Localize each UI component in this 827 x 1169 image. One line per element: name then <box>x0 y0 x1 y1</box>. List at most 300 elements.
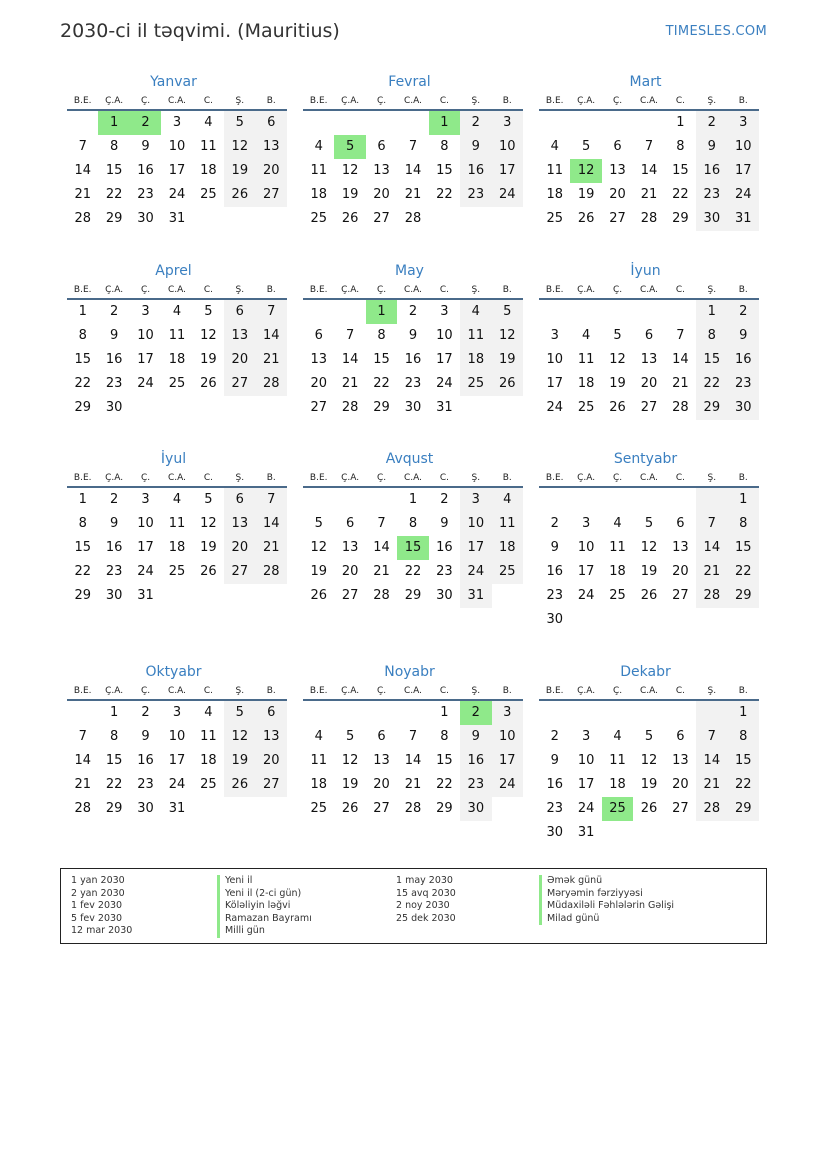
day-cell[interactable]: 6 <box>377 139 386 154</box>
day-cell[interactable]: 22 <box>436 777 453 792</box>
day-cell[interactable]: 13 <box>373 163 390 178</box>
day-cell[interactable]: 29 <box>105 801 123 816</box>
day-cell[interactable]: 22 <box>728 560 759 584</box>
day-cell[interactable]: 8 <box>440 729 449 744</box>
day-cell[interactable]: 14 <box>404 163 422 178</box>
day-cell[interactable]: 3 <box>141 492 150 507</box>
day-cell[interactable]: 1 <box>728 701 759 725</box>
day-cell[interactable]: 13 <box>224 324 255 348</box>
day-cell[interactable]: 20 <box>609 187 626 202</box>
day-cell[interactable]: 21 <box>74 187 91 202</box>
day-cell[interactable]: 13 <box>640 352 658 367</box>
day-cell[interactable]: 1 <box>429 111 460 135</box>
day-cell[interactable]: 26 <box>640 801 658 816</box>
day-cell[interactable]: 27 <box>672 588 689 603</box>
day-cell[interactable]: 19 <box>640 564 658 579</box>
day-cell[interactable]: 5 <box>644 516 654 531</box>
day-cell[interactable]: 11 <box>200 729 217 744</box>
day-cell[interactable]: 4 <box>613 516 622 531</box>
day-cell[interactable]: 1 <box>728 488 759 512</box>
day-cell[interactable]: 21 <box>404 777 422 792</box>
day-cell[interactable]: 15 <box>436 163 453 178</box>
day-cell[interactable]: 22 <box>74 376 91 391</box>
day-cell[interactable]: 3 <box>172 115 182 130</box>
day-cell[interactable]: 14 <box>256 324 287 348</box>
day-cell[interactable]: 3 <box>581 516 591 531</box>
day-cell[interactable]: 15 <box>105 163 123 178</box>
day-cell[interactable]: 25 <box>310 211 327 226</box>
day-cell[interactable]: 17 <box>436 352 453 367</box>
day-cell[interactable]: 6 <box>314 328 323 343</box>
day-cell[interactable]: 14 <box>640 163 658 178</box>
day-cell[interactable]: 31 <box>460 584 491 608</box>
day-cell[interactable]: 26 <box>224 773 255 797</box>
day-cell[interactable]: 29 <box>672 211 689 226</box>
day-cell[interactable]: 20 <box>672 777 689 792</box>
day-cell[interactable]: 3 <box>728 111 759 135</box>
day-cell[interactable]: 12 <box>224 135 255 159</box>
day-cell[interactable]: 6 <box>644 328 654 343</box>
day-cell[interactable]: 30 <box>105 400 123 415</box>
day-cell[interactable]: 22 <box>672 187 689 202</box>
day-cell[interactable]: 11 <box>460 324 491 348</box>
day-cell[interactable]: 14 <box>404 753 422 768</box>
day-cell[interactable]: 26 <box>609 400 626 415</box>
day-cell[interactable]: 4 <box>172 492 182 507</box>
day-cell[interactable]: 8 <box>676 139 685 154</box>
day-cell[interactable]: 5 <box>204 492 213 507</box>
day-cell[interactable]: 2 <box>109 492 119 507</box>
day-cell[interactable]: 15 <box>74 352 91 367</box>
day-cell[interactable]: 19 <box>224 749 255 773</box>
day-cell[interactable]: 4 <box>314 729 323 744</box>
day-cell[interactable]: 11 <box>168 328 186 343</box>
day-cell[interactable]: 27 <box>640 400 658 415</box>
day-cell[interactable]: 9 <box>460 135 491 159</box>
day-cell[interactable]: 20 <box>256 159 287 183</box>
day-cell[interactable]: 12 <box>640 540 658 555</box>
day-cell[interactable]: 4 <box>492 488 523 512</box>
day-cell[interactable]: 27 <box>256 183 287 207</box>
day-cell[interactable]: 19 <box>640 777 658 792</box>
day-cell[interactable]: 27 <box>256 773 287 797</box>
day-cell[interactable]: 6 <box>345 516 355 531</box>
day-cell[interactable]: 13 <box>373 753 390 768</box>
day-cell[interactable]: 18 <box>577 376 595 391</box>
day-cell[interactable]: 3 <box>460 488 491 512</box>
day-cell[interactable]: 6 <box>377 729 386 744</box>
day-cell[interactable]: 26 <box>200 376 217 391</box>
day-cell[interactable]: 13 <box>224 512 255 536</box>
day-cell[interactable]: 5 <box>613 328 622 343</box>
day-cell[interactable]: 23 <box>404 376 422 391</box>
day-cell[interactable]: 17 <box>546 376 563 391</box>
day-cell[interactable]: 12 <box>341 753 359 768</box>
day-cell[interactable]: 30 <box>137 801 154 816</box>
day-cell[interactable]: 9 <box>460 725 491 749</box>
day-cell[interactable]: 7 <box>78 139 87 154</box>
day-cell[interactable]: 10 <box>168 139 186 154</box>
day-cell[interactable]: 26 <box>577 211 595 226</box>
day-cell[interactable]: 13 <box>256 725 287 749</box>
day-cell[interactable]: 18 <box>168 352 186 367</box>
day-cell[interactable]: 27 <box>224 560 255 584</box>
day-cell[interactable]: 11 <box>609 540 626 555</box>
day-cell[interactable]: 30 <box>546 825 563 840</box>
day-cell[interactable]: 1 <box>696 300 727 324</box>
day-cell[interactable]: 12 <box>200 328 217 343</box>
day-cell[interactable]: 7 <box>644 139 654 154</box>
day-cell[interactable]: 29 <box>696 396 727 420</box>
day-cell[interactable]: 14 <box>341 352 359 367</box>
day-cell[interactable]: 3 <box>492 701 523 725</box>
day-cell[interactable]: 6 <box>256 111 287 135</box>
day-cell[interactable]: 1 <box>408 492 418 507</box>
day-cell[interactable]: 24 <box>436 376 453 391</box>
day-cell[interactable]: 24 <box>546 400 563 415</box>
day-cell[interactable]: 8 <box>408 516 418 531</box>
day-cell[interactable]: 22 <box>436 187 453 202</box>
day-cell[interactable]: 18 <box>200 163 217 178</box>
day-cell[interactable]: 18 <box>609 777 626 792</box>
day-cell[interactable]: 28 <box>256 560 287 584</box>
day-cell[interactable]: 3 <box>581 729 591 744</box>
day-cell[interactable]: 18 <box>492 536 523 560</box>
day-cell[interactable]: 8 <box>377 328 386 343</box>
site-link[interactable]: TIMESLES.COM <box>665 24 767 39</box>
day-cell[interactable]: 15 <box>74 540 91 555</box>
day-cell[interactable]: 8 <box>696 324 727 348</box>
day-cell[interactable]: 14 <box>256 512 287 536</box>
day-cell[interactable]: 31 <box>728 207 759 231</box>
day-cell[interactable]: 30 <box>546 612 563 627</box>
day-cell[interactable]: 21 <box>256 536 287 560</box>
day-cell[interactable]: 17 <box>460 536 491 560</box>
day-cell[interactable]: 18 <box>460 348 491 372</box>
day-cell[interactable]: 16 <box>546 777 563 792</box>
day-cell[interactable]: 14 <box>672 352 689 367</box>
day-cell[interactable]: 14 <box>74 163 91 178</box>
day-cell[interactable]: 25 <box>609 588 626 603</box>
day-cell[interactable]: 15 <box>105 753 123 768</box>
day-cell[interactable]: 23 <box>460 773 491 797</box>
day-cell[interactable]: 12 <box>492 324 523 348</box>
day-cell[interactable]: 17 <box>492 159 523 183</box>
day-cell[interactable]: 5 <box>204 304 213 319</box>
day-cell[interactable]: 30 <box>137 211 154 226</box>
day-cell[interactable]: 19 <box>492 348 523 372</box>
day-cell[interactable]: 16 <box>436 540 453 555</box>
day-cell[interactable]: 2 <box>550 729 559 744</box>
day-cell[interactable]: 16 <box>137 163 154 178</box>
day-cell[interactable]: 28 <box>373 588 390 603</box>
day-cell[interactable]: 4 <box>314 139 323 154</box>
day-cell[interactable]: 19 <box>577 187 595 202</box>
day-cell[interactable]: 31 <box>137 588 154 603</box>
day-cell[interactable]: 25 <box>546 211 563 226</box>
day-cell[interactable]: 6 <box>676 516 685 531</box>
day-cell[interactable]: 24 <box>492 773 523 797</box>
day-cell[interactable]: 18 <box>546 187 563 202</box>
day-cell[interactable]: 12 <box>640 753 658 768</box>
day-cell[interactable]: 31 <box>436 400 453 415</box>
day-cell[interactable]: 25 <box>168 376 186 391</box>
day-cell[interactable]: 8 <box>78 516 87 531</box>
day-cell[interactable]: 13 <box>256 135 287 159</box>
day-cell[interactable]: 25 <box>492 560 523 584</box>
day-cell[interactable]: 8 <box>728 512 759 536</box>
day-cell[interactable]: 9 <box>141 729 150 744</box>
day-cell[interactable]: 23 <box>728 372 759 396</box>
day-cell[interactable]: 28 <box>74 801 91 816</box>
day-cell[interactable]: 28 <box>640 211 658 226</box>
day-cell[interactable]: 18 <box>168 540 186 555</box>
day-cell[interactable]: 2 <box>440 492 449 507</box>
day-cell[interactable]: 5 <box>314 516 323 531</box>
day-cell[interactable]: 11 <box>310 753 327 768</box>
day-cell[interactable]: 27 <box>373 801 390 816</box>
day-cell[interactable]: 22 <box>728 773 759 797</box>
day-cell[interactable]: 4 <box>172 304 182 319</box>
day-cell[interactable]: 15 <box>728 749 759 773</box>
day-cell[interactable]: 14 <box>74 753 91 768</box>
day-cell[interactable]: 7 <box>696 725 727 749</box>
day-cell[interactable]: 24 <box>728 183 759 207</box>
day-cell[interactable]: 21 <box>696 560 727 584</box>
day-cell[interactable]: 22 <box>404 564 422 579</box>
day-cell[interactable]: 19 <box>310 564 327 579</box>
day-cell[interactable]: 11 <box>609 753 626 768</box>
day-cell[interactable]: 9 <box>550 753 559 768</box>
day-cell[interactable]: 10 <box>728 135 759 159</box>
day-cell[interactable]: 11 <box>168 516 186 531</box>
day-cell[interactable]: 21 <box>672 376 689 391</box>
day-cell[interactable]: 4 <box>613 729 622 744</box>
day-cell[interactable]: 5 <box>492 300 523 324</box>
day-cell[interactable]: 29 <box>105 211 123 226</box>
day-cell[interactable]: 16 <box>105 352 123 367</box>
day-cell[interactable]: 25 <box>460 372 491 396</box>
day-cell[interactable]: 24 <box>460 560 491 584</box>
day-cell[interactable]: 8 <box>440 139 449 154</box>
day-cell[interactable]: 20 <box>373 777 390 792</box>
day-cell[interactable]: 13 <box>672 540 689 555</box>
day-cell[interactable]: 12 <box>570 159 601 183</box>
day-cell[interactable]: 16 <box>137 753 154 768</box>
day-cell[interactable]: 19 <box>200 540 217 555</box>
day-cell[interactable]: 11 <box>546 163 563 178</box>
day-cell[interactable]: 23 <box>436 564 453 579</box>
day-cell[interactable]: 10 <box>492 135 523 159</box>
day-cell[interactable]: 7 <box>696 512 727 536</box>
day-cell[interactable]: 13 <box>310 352 327 367</box>
day-cell[interactable]: 1 <box>440 705 449 720</box>
day-cell[interactable]: 30 <box>728 396 759 420</box>
day-cell[interactable]: 27 <box>373 211 390 226</box>
day-cell[interactable]: 1 <box>109 705 119 720</box>
day-cell[interactable]: 19 <box>609 376 626 391</box>
day-cell[interactable]: 10 <box>546 352 563 367</box>
day-cell[interactable]: 25 <box>602 797 633 821</box>
day-cell[interactable]: 5 <box>224 111 255 135</box>
day-cell[interactable]: 12 <box>609 352 626 367</box>
day-cell[interactable]: 28 <box>74 211 91 226</box>
day-cell[interactable]: 2 <box>550 516 559 531</box>
day-cell[interactable]: 5 <box>581 139 591 154</box>
day-cell[interactable]: 18 <box>200 753 217 768</box>
day-cell[interactable]: 26 <box>492 372 523 396</box>
day-cell[interactable]: 27 <box>310 400 327 415</box>
day-cell[interactable]: 27 <box>609 211 626 226</box>
day-cell[interactable]: 20 <box>640 376 658 391</box>
day-cell[interactable]: 19 <box>341 187 359 202</box>
day-cell[interactable]: 1 <box>676 115 685 130</box>
day-cell[interactable]: 17 <box>492 749 523 773</box>
day-cell[interactable]: 13 <box>609 163 626 178</box>
day-cell[interactable]: 26 <box>341 211 359 226</box>
day-cell[interactable]: 28 <box>672 400 689 415</box>
day-cell[interactable]: 31 <box>168 211 186 226</box>
day-cell[interactable]: 8 <box>109 729 119 744</box>
day-cell[interactable]: 6 <box>224 488 255 512</box>
day-cell[interactable]: 24 <box>168 777 186 792</box>
day-cell[interactable]: 17 <box>137 540 154 555</box>
day-cell[interactable]: 17 <box>728 159 759 183</box>
day-cell[interactable]: 10 <box>460 512 491 536</box>
day-cell[interactable]: 21 <box>256 348 287 372</box>
day-cell[interactable]: 4 <box>204 705 213 720</box>
day-cell[interactable]: 15 <box>672 163 689 178</box>
day-cell[interactable]: 13 <box>341 540 359 555</box>
day-cell[interactable]: 30 <box>105 588 123 603</box>
day-cell[interactable]: 27 <box>672 801 689 816</box>
day-cell[interactable]: 14 <box>373 540 390 555</box>
day-cell[interactable]: 10 <box>137 328 154 343</box>
day-cell[interactable]: 23 <box>137 777 154 792</box>
day-cell[interactable]: 28 <box>256 372 287 396</box>
day-cell[interactable]: 4 <box>581 328 591 343</box>
day-cell[interactable]: 7 <box>676 328 685 343</box>
day-cell[interactable]: 24 <box>577 801 595 816</box>
day-cell[interactable]: 28 <box>404 801 422 816</box>
day-cell[interactable]: 5 <box>345 729 355 744</box>
day-cell[interactable]: 16 <box>460 159 491 183</box>
day-cell[interactable]: 9 <box>408 328 418 343</box>
day-cell[interactable]: 2 <box>130 111 161 135</box>
day-cell[interactable]: 17 <box>168 753 186 768</box>
day-cell[interactable]: 9 <box>109 516 119 531</box>
day-cell[interactable]: 25 <box>168 564 186 579</box>
day-cell[interactable]: 14 <box>696 749 727 773</box>
day-cell[interactable]: 25 <box>310 801 327 816</box>
day-cell[interactable]: 9 <box>141 139 150 154</box>
day-cell[interactable]: 7 <box>408 729 418 744</box>
day-cell[interactable]: 10 <box>137 516 154 531</box>
day-cell[interactable]: 24 <box>137 376 154 391</box>
day-cell[interactable]: 5 <box>644 729 654 744</box>
day-cell[interactable]: 28 <box>404 211 422 226</box>
day-cell[interactable]: 16 <box>404 352 422 367</box>
day-cell[interactable]: 30 <box>696 207 727 231</box>
day-cell[interactable]: 28 <box>696 797 727 821</box>
day-cell[interactable]: 30 <box>460 797 491 821</box>
day-cell[interactable]: 17 <box>137 352 154 367</box>
day-cell[interactable]: 12 <box>200 516 217 531</box>
day-cell[interactable]: 23 <box>137 187 154 202</box>
day-cell[interactable]: 4 <box>204 115 213 130</box>
day-cell[interactable]: 5 <box>334 135 365 159</box>
day-cell[interactable]: 12 <box>224 725 255 749</box>
day-cell[interactable]: 20 <box>256 749 287 773</box>
day-cell[interactable]: 20 <box>672 564 689 579</box>
day-cell[interactable]: 9 <box>440 516 449 531</box>
day-cell[interactable]: 20 <box>373 187 390 202</box>
day-cell[interactable]: 16 <box>728 348 759 372</box>
day-cell[interactable]: 28 <box>341 400 359 415</box>
day-cell[interactable]: 11 <box>310 163 327 178</box>
day-cell[interactable]: 23 <box>696 183 727 207</box>
day-cell[interactable]: 30 <box>436 588 453 603</box>
day-cell[interactable]: 15 <box>696 348 727 372</box>
day-cell[interactable]: 8 <box>78 328 87 343</box>
day-cell[interactable]: 8 <box>728 725 759 749</box>
day-cell[interactable]: 25 <box>577 400 595 415</box>
day-cell[interactable]: 26 <box>310 588 327 603</box>
day-cell[interactable]: 16 <box>105 540 123 555</box>
day-cell[interactable]: 2 <box>141 705 150 720</box>
day-cell[interactable]: 4 <box>550 139 559 154</box>
day-cell[interactable]: 23 <box>546 801 563 816</box>
day-cell[interactable]: 12 <box>310 540 327 555</box>
day-cell[interactable]: 3 <box>141 304 150 319</box>
day-cell[interactable]: 1 <box>366 300 397 324</box>
day-cell[interactable]: 26 <box>224 183 255 207</box>
day-cell[interactable]: 9 <box>696 135 727 159</box>
day-cell[interactable]: 6 <box>256 701 287 725</box>
day-cell[interactable]: 17 <box>577 564 595 579</box>
day-cell[interactable]: 1 <box>98 111 129 135</box>
day-cell[interactable]: 17 <box>168 163 186 178</box>
day-cell[interactable]: 17 <box>577 777 595 792</box>
day-cell[interactable]: 7 <box>256 300 287 324</box>
day-cell[interactable]: 10 <box>577 540 595 555</box>
day-cell[interactable]: 23 <box>105 376 123 391</box>
day-cell[interactable]: 24 <box>137 564 154 579</box>
day-cell[interactable]: 15 <box>397 536 428 560</box>
day-cell[interactable]: 4 <box>460 300 491 324</box>
day-cell[interactable]: 7 <box>256 488 287 512</box>
day-cell[interactable]: 2 <box>728 300 759 324</box>
day-cell[interactable]: 22 <box>74 564 91 579</box>
day-cell[interactable]: 20 <box>224 348 255 372</box>
day-cell[interactable]: 3 <box>492 111 523 135</box>
day-cell[interactable]: 19 <box>224 159 255 183</box>
day-cell[interactable]: 22 <box>105 777 123 792</box>
day-cell[interactable]: 2 <box>460 111 491 135</box>
day-cell[interactable]: 24 <box>168 187 186 202</box>
day-cell[interactable]: 3 <box>440 304 449 319</box>
day-cell[interactable]: 15 <box>373 352 390 367</box>
day-cell[interactable]: 7 <box>377 516 386 531</box>
day-cell[interactable]: 3 <box>550 328 559 343</box>
day-cell[interactable]: 2 <box>408 304 418 319</box>
day-cell[interactable]: 12 <box>341 163 359 178</box>
day-cell[interactable]: 7 <box>345 328 355 343</box>
day-cell[interactable]: 2 <box>696 111 727 135</box>
day-cell[interactable]: 10 <box>168 729 186 744</box>
day-cell[interactable]: 20 <box>224 536 255 560</box>
day-cell[interactable]: 31 <box>168 801 186 816</box>
